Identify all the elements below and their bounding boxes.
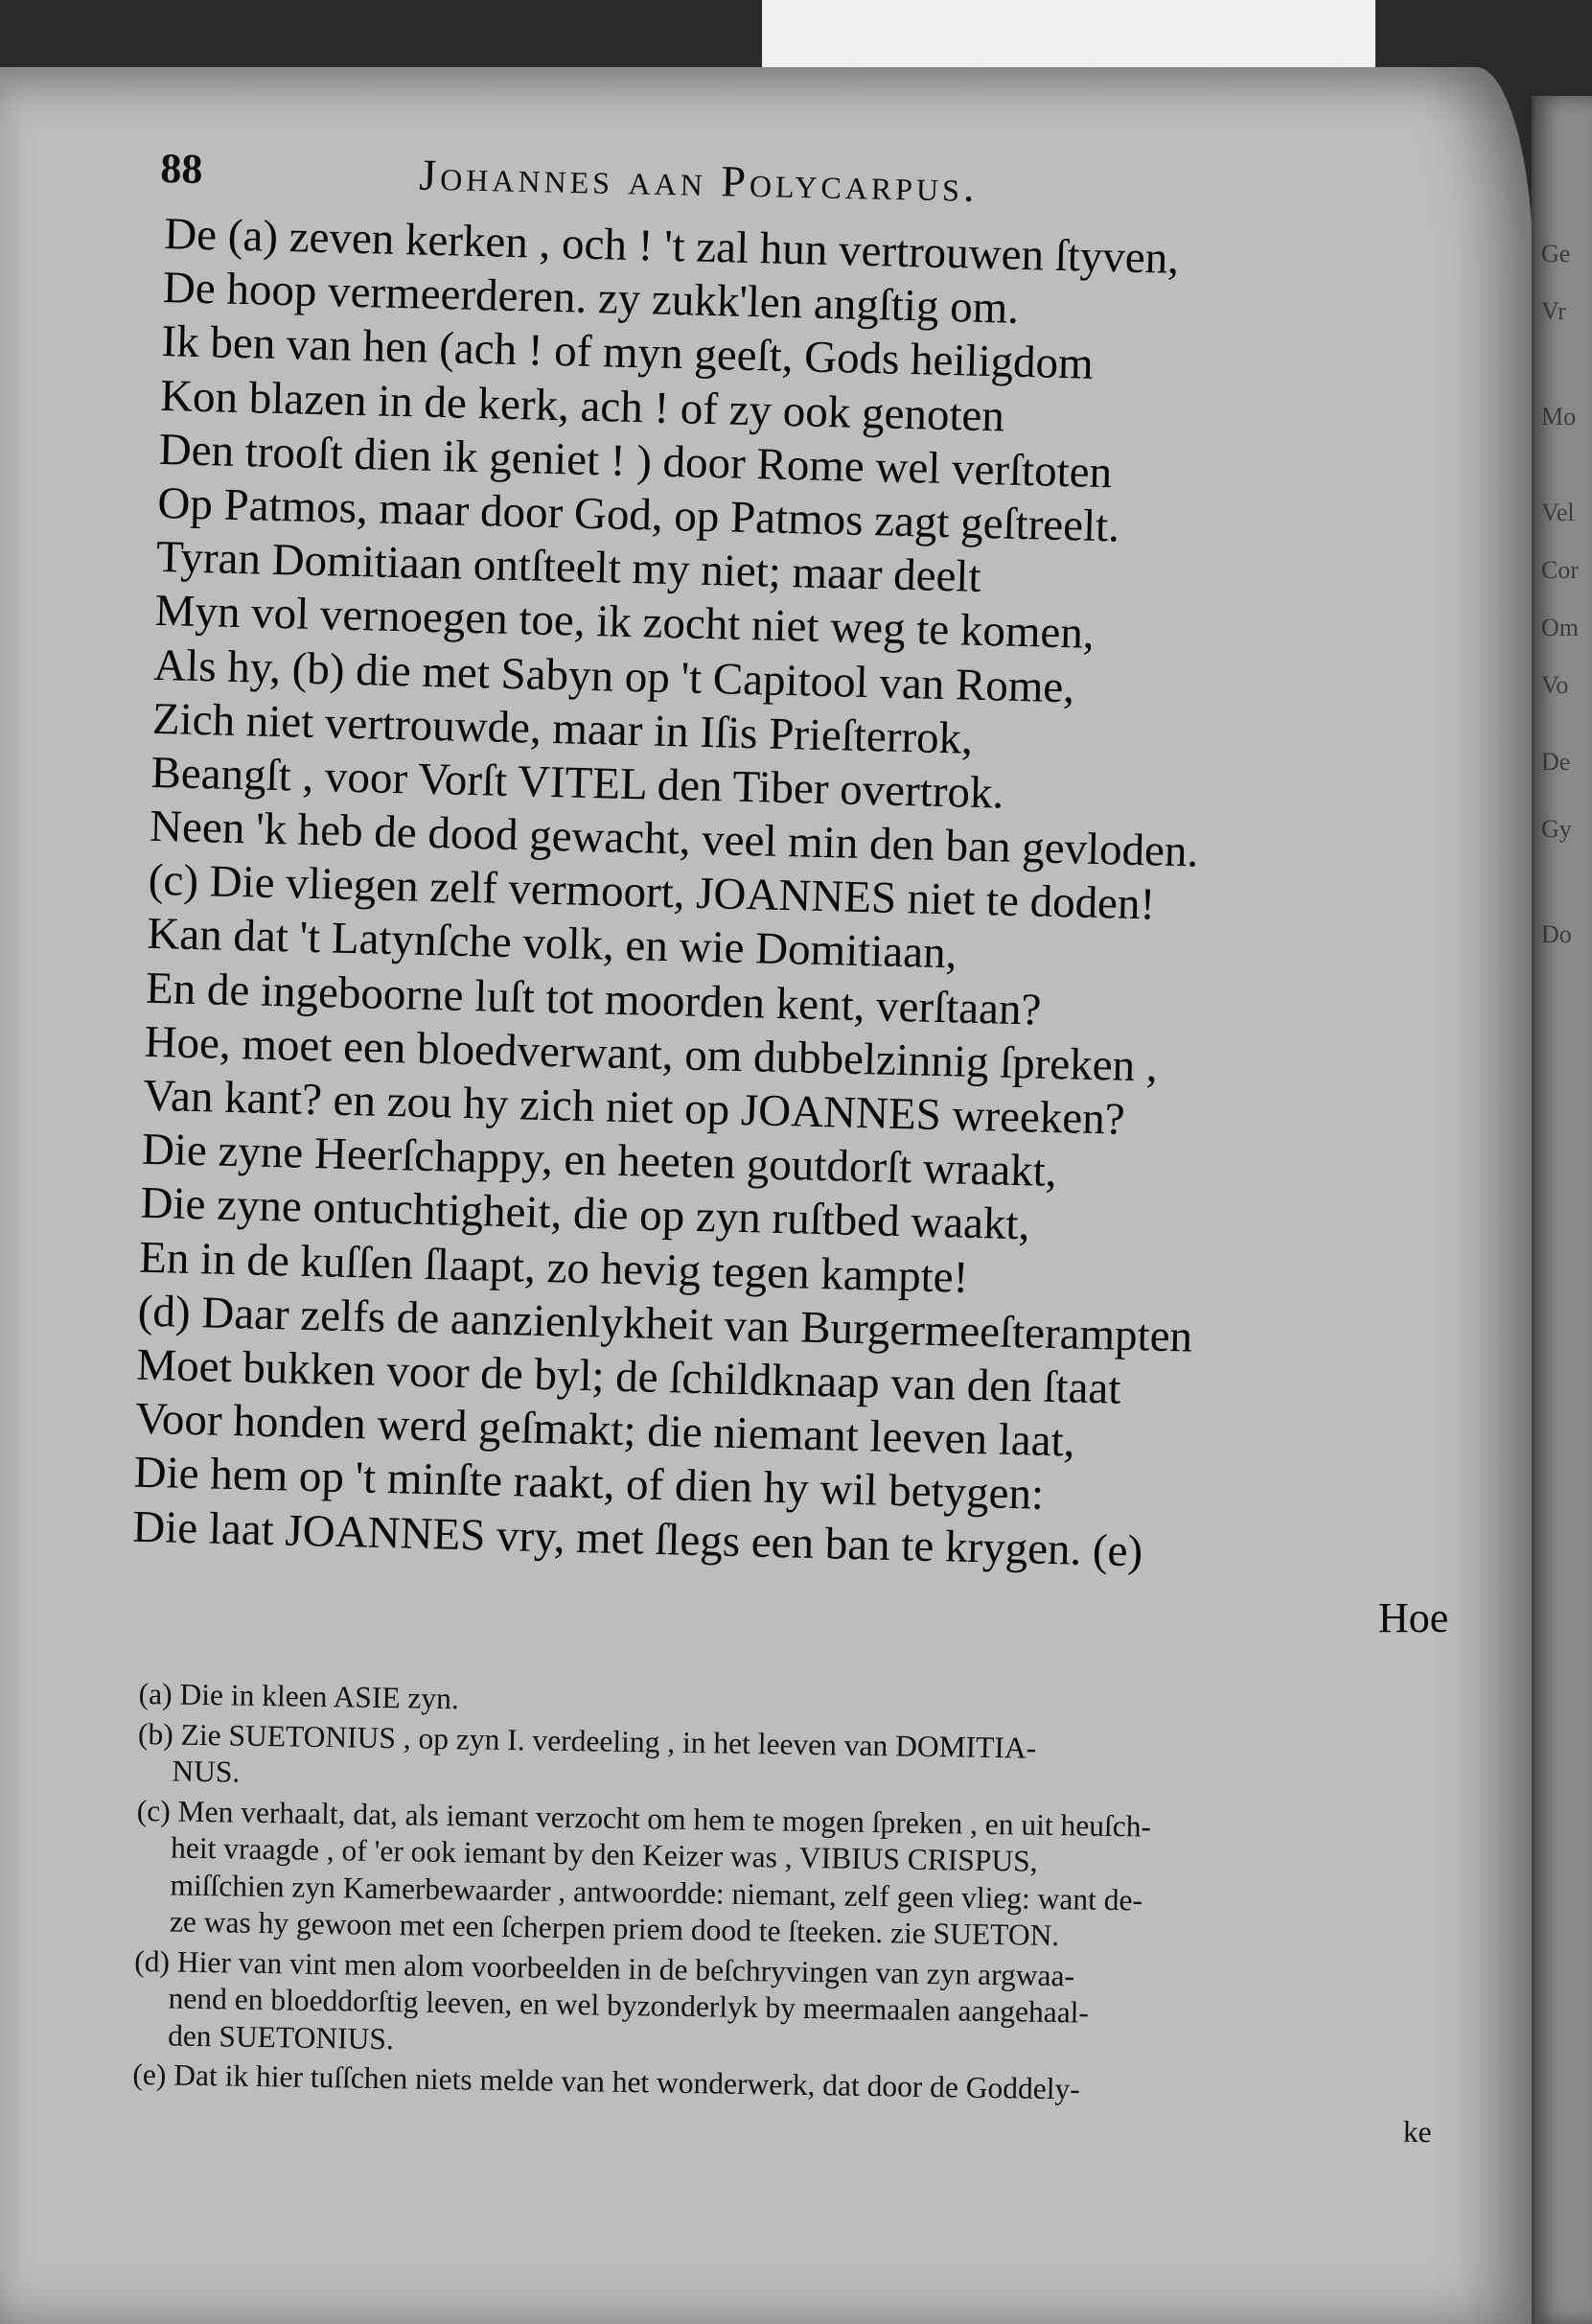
footnote-line: (d) Hier van vint men alom voorbeelden in de beſchryvingen van zyn argwaa- — [134, 1943, 1075, 1992]
footnote-line: (c) Men verhaalt, dat, als iemant verzocht om hem te mogen ſpreken , en uit heuſch- — [136, 1793, 1152, 1844]
verse-line: Op Patmos, maar door God, op Patmos zagt geſtreelt. — [156, 477, 1120, 552]
next-page-fragment: Vr — [1541, 297, 1566, 325]
next-page-fragment: Gy — [1541, 815, 1572, 843]
footnote-line: ze was hy gewoon met een ſcherpen priem dood te ſteeken. zie SUETON. — [169, 1904, 1060, 1953]
verse-line: Den trooſt dien ik geniet ! ) door Rome wel verſtoten — [158, 424, 1113, 498]
footnote-line: nend en bloeddorſtig leeven, en wel byzonderlyk by meermaalen aangehaal- — [168, 1981, 1090, 2030]
verse-line: Die laat JOANNES vry, met ſlegs een ban te krygen. (e) — [131, 1501, 1143, 1576]
verse-line: Die hem op 't minſte raakt, of dien hy wil betygen: — [133, 1447, 1045, 1521]
footnote-line: den SUETONIUS. — [167, 2018, 395, 2056]
verse-line: Hoe, moet een bloedverwant, om dubbelzinnig ſpreken , — [144, 1016, 1159, 1092]
footnote-line: miſſchien zyn Kamerbewaarder , antwoordde: niemant, zelf geen vlieg: want de- — [170, 1868, 1143, 1917]
footnote-line: (a) Die in kleen ASIE zyn. — [138, 1676, 460, 1716]
verse-line: Voor honden werd geſmakt; die niemant leeven laat, — [134, 1393, 1076, 1467]
verse-line: Die zyne ontuchtigheit, die op zyn ruſtbed waakt, — [139, 1178, 1030, 1250]
footnotes-block — [132, 1676, 1462, 2151]
verse-line: De hoop vermeerderen. zy zukk'len angſtig om. — [162, 263, 1020, 334]
verse-line: (d) Daar zelfs de aanzienlykheit van Burgermeeſterampten — [137, 1286, 1193, 1362]
verse-line: Zich niet vertrouwde, maar in Iſis Prieſterrok, — [151, 693, 974, 764]
next-page-fragment: Vel — [1541, 499, 1575, 526]
verse-line: Van kant? en zou hy zich niet op JOANNES wreeken? — [142, 1070, 1126, 1145]
verse-line: Beangſt , voor Vorſt VITEL den Tiber overtrok. — [150, 747, 1004, 819]
footnote-line: (e) Dat ik hier tuſſchen niets melde van het wonderwerk, dat door de Goddely- — [132, 2057, 1081, 2106]
poem-block — [132, 207, 1488, 1586]
verse-line: En de ingeboorne luſt tot moorden kent, verſtaan? — [145, 963, 1042, 1035]
footnote-line: (b) Zie SUETONIUS , op zyn I. verdeeling , in het leeven van DOMITIA- — [137, 1716, 1037, 1765]
next-page-fragment: Vo — [1541, 671, 1569, 699]
verse-line: Kon blazen in de kerk, ach ! of zy ook genoten — [159, 370, 1005, 442]
verse-line: Die zyne Heerſchappy, en heeten goutdorſt wraakt, — [141, 1124, 1058, 1197]
verse-line: Neen 'k heb de dood gewacht, veel min den ban gevloden. — [149, 801, 1199, 877]
footnote-line: ke — [1402, 2114, 1432, 2149]
verse-line: Tyran Domitiaan ontſteelt my niet; maar deelt — [155, 532, 982, 603]
verse-line: Als hy, (b) die met Sabyn op 't Capitool van Rome, — [152, 639, 1075, 712]
running-head: Johannes aan Polycarpus. — [418, 150, 980, 211]
verse-line: (c) Die vliegen zelf vermoort, JOANNES niet te doden! — [148, 855, 1156, 930]
verse-line: En in de kuſſen ſlaapt, zo hevig tegen kampte! — [138, 1232, 969, 1303]
next-page-fragment: Om — [1541, 614, 1579, 641]
next-page-fragment: Mo — [1541, 403, 1577, 430]
next-page-fragment: Cor — [1541, 556, 1579, 584]
catchword: Hoe — [1378, 1594, 1449, 1641]
next-page-fragment: Ge — [1541, 240, 1571, 267]
verse-line: Moet bukken voor de byl; de ſchildknaap van den ſtaat — [135, 1339, 1122, 1414]
footnote-line: NUS. — [172, 1754, 241, 1789]
next-page-fragment: De — [1541, 748, 1571, 776]
page-number: 88 — [159, 144, 203, 193]
footnote-line: heit vraagde , of 'er ook iemant by den Keizer was , VIBIUS CRISPUS, — [170, 1830, 1038, 1878]
verse-line: Myn vol vernoegen toe, ik zocht niet weg te komen, — [154, 586, 1096, 660]
verse-line: Ik ben van hen (ach ! of myn geeſt, Gods heiligdom — [160, 316, 1095, 390]
verse-line: Kan dat 't Latynſche volk, en wie Domitiaan, — [146, 909, 958, 979]
verse-line: De (a) zeven kerken , och ! 't zal hun vertrouwen ſtyven, — [163, 208, 1180, 284]
next-page-fragment: Do — [1541, 920, 1572, 948]
